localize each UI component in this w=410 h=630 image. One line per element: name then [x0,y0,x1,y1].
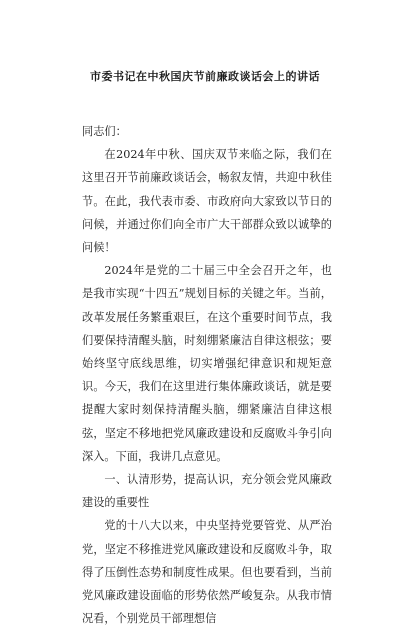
paragraph-context: 2024年是党的二十届三中全会召开之年，也是我市实现“十四五”规划目标的关键之年。当前，改革发展任务繁重艰巨，在这个重要时间节点，我们要保持清醒头脑，时刻绷紧廉洁自律这根弦；要始终坚守底线思维，切实增强纪律意识和规矩意识。今天，我们在这里进行集体廉政谈话，就是要提醒大家时刻保持清醒头脑，绷紧廉洁自律这根弦，坚定不移地把党风廉政建设和反腐败斗争引向深入。下面，我讲几点意见。 [82,264,332,463]
salutation: 同志们： [82,125,127,138]
paragraph-situation: 党的十八大以来，中央坚持党要管党、从严治党，坚定不移推进党风廉政建设和反腐败斗争，取得了压倒性态势和制度性成果。但也要看到，当前党风廉政建设面临的形势依然严峻复杂。从我市情况看，个别党员干部理想信 [82,519,332,626]
document-title: 市委书记在中秋国庆节前廉政谈话会上的讲话 [90,70,320,83]
document-body [82,120,332,630]
paragraph-opening: 在2024年中秋、国庆双节来临之际，我们在这里召开节前廉政谈话会，畅叙友情，共迎中秋佳节。在此，我代表市委、市政府向大家致以节日的问候，并通过你们向全市广大干部群众致以诚挚的问候！ [82,148,332,255]
section-heading-1: 一、认清形势，提高认识，充分领会党风廉政建设的重要性 [82,473,332,510]
